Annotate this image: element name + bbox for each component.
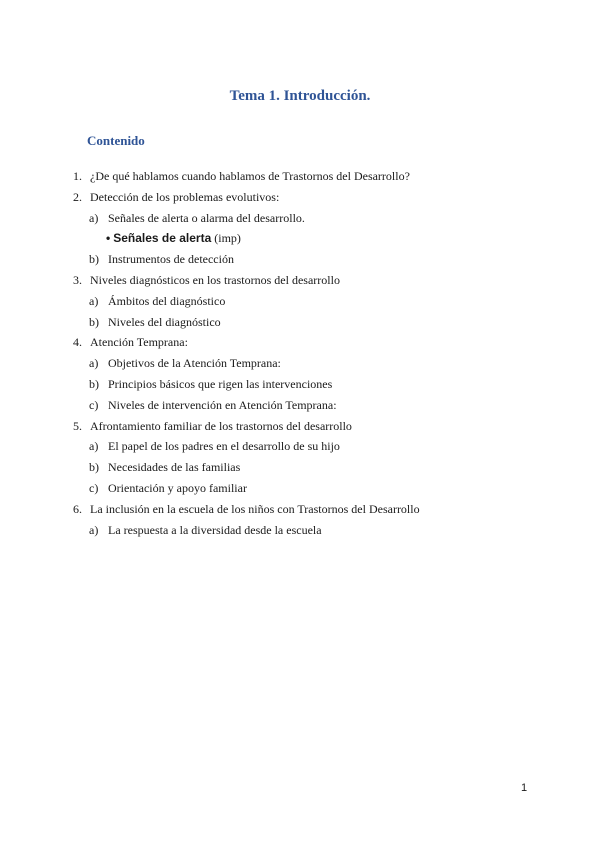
page-number: 1 — [521, 782, 528, 794]
toc-item-marker: 6. — [73, 501, 82, 516]
toc-subitem-4b — [0, 374, 600, 395]
toc-item-5 — [0, 416, 600, 437]
toc-item-text: Niveles diagnósticos en los trastornos del desarrollo — [90, 272, 340, 287]
bullet-icon: • — [106, 231, 111, 246]
toc-subitem-marker: b) — [89, 460, 99, 475]
toc-subitem-marker: a) — [89, 439, 99, 454]
toc-subitem-text: Señales de alerta o alarma del desarrollo. — [108, 210, 305, 225]
toc-subitem-text: Necesidades de las familias — [108, 460, 241, 475]
toc-subitem-text: Instrumentos de detección — [108, 252, 234, 267]
toc-item-marker: 1. — [73, 169, 82, 183]
toc-item-marker: 2. — [73, 189, 82, 204]
toc-subitem-5b — [0, 457, 600, 478]
toc-subitem-2b — [0, 249, 600, 270]
toc-item-text: Afrontamiento familiar de los trastornos del desarrollo — [90, 418, 352, 433]
toc-subitem-3a — [0, 291, 600, 312]
toc-subitem-marker: a) — [89, 210, 99, 225]
toc-subitem-text: Orientación y apoyo familiar — [108, 480, 247, 495]
toc-subitem-text: El papel de los padres en el desarrollo de su hijo — [108, 439, 340, 454]
contents-heading: Contenido — [87, 133, 145, 148]
toc-subitem-text: Objetivos de la Atención Temprana: — [108, 356, 281, 371]
toc-subitem-marker: c) — [89, 480, 99, 495]
page-title: Tema 1. Introducción. — [229, 88, 371, 104]
toc-subitem-marker: b) — [89, 314, 99, 329]
toc-subitem-3b — [0, 312, 600, 333]
toc-subitem-2a — [0, 208, 600, 229]
toc-item-2 — [0, 187, 600, 208]
toc-item-marker: 3. — [73, 272, 82, 287]
toc-subitem-4a — [0, 353, 600, 374]
toc-subitem-5c — [0, 478, 600, 499]
toc-item-text: ¿De qué hablamos cuando hablamos de Trastornos del Desarrollo? — [90, 169, 410, 183]
toc-item-4 — [0, 332, 600, 353]
toc-item-marker: 5. — [73, 418, 82, 433]
toc-subitem-marker: a) — [89, 522, 99, 537]
toc-subitem-4c — [0, 395, 600, 416]
toc-subitem-5a — [0, 436, 600, 457]
toc-subitem-text: Ámbitos del diagnóstico — [108, 293, 226, 308]
toc-item-text: Atención Temprana: — [90, 335, 188, 350]
table-of-contents — [0, 166, 600, 540]
toc-bullet-senales — [0, 228, 600, 249]
toc-subitem-6a — [0, 520, 600, 541]
toc-bullet-note: (imp) — [211, 231, 241, 246]
toc-subitem-marker: a) — [89, 293, 99, 308]
toc-item-3 — [0, 270, 600, 291]
toc-bullet-bold-text: Señales de alerta — [113, 231, 212, 246]
toc-item-1 — [0, 166, 600, 187]
toc-item-6 — [0, 499, 600, 520]
toc-subitem-text: Niveles del diagnóstico — [108, 314, 221, 329]
toc-subitem-text: Principios básicos que rigen las intervenciones — [108, 376, 333, 391]
toc-item-text: Detección de los problemas evolutivos: — [90, 189, 280, 204]
toc-item-text: La inclusión en la escuela de los niños con Trastornos del Desarrollo — [90, 501, 420, 516]
toc-subitem-text: La respuesta a la diversidad desde la escuela — [108, 522, 322, 537]
toc-subitem-marker: c) — [89, 397, 99, 412]
toc-subitem-marker: a) — [89, 356, 99, 371]
toc-item-marker: 4. — [73, 335, 82, 350]
toc-subitem-marker: b) — [89, 252, 99, 267]
toc-subitem-text: Niveles de intervención en Atención Temprana: — [108, 397, 337, 412]
toc-subitem-marker: b) — [89, 376, 99, 391]
